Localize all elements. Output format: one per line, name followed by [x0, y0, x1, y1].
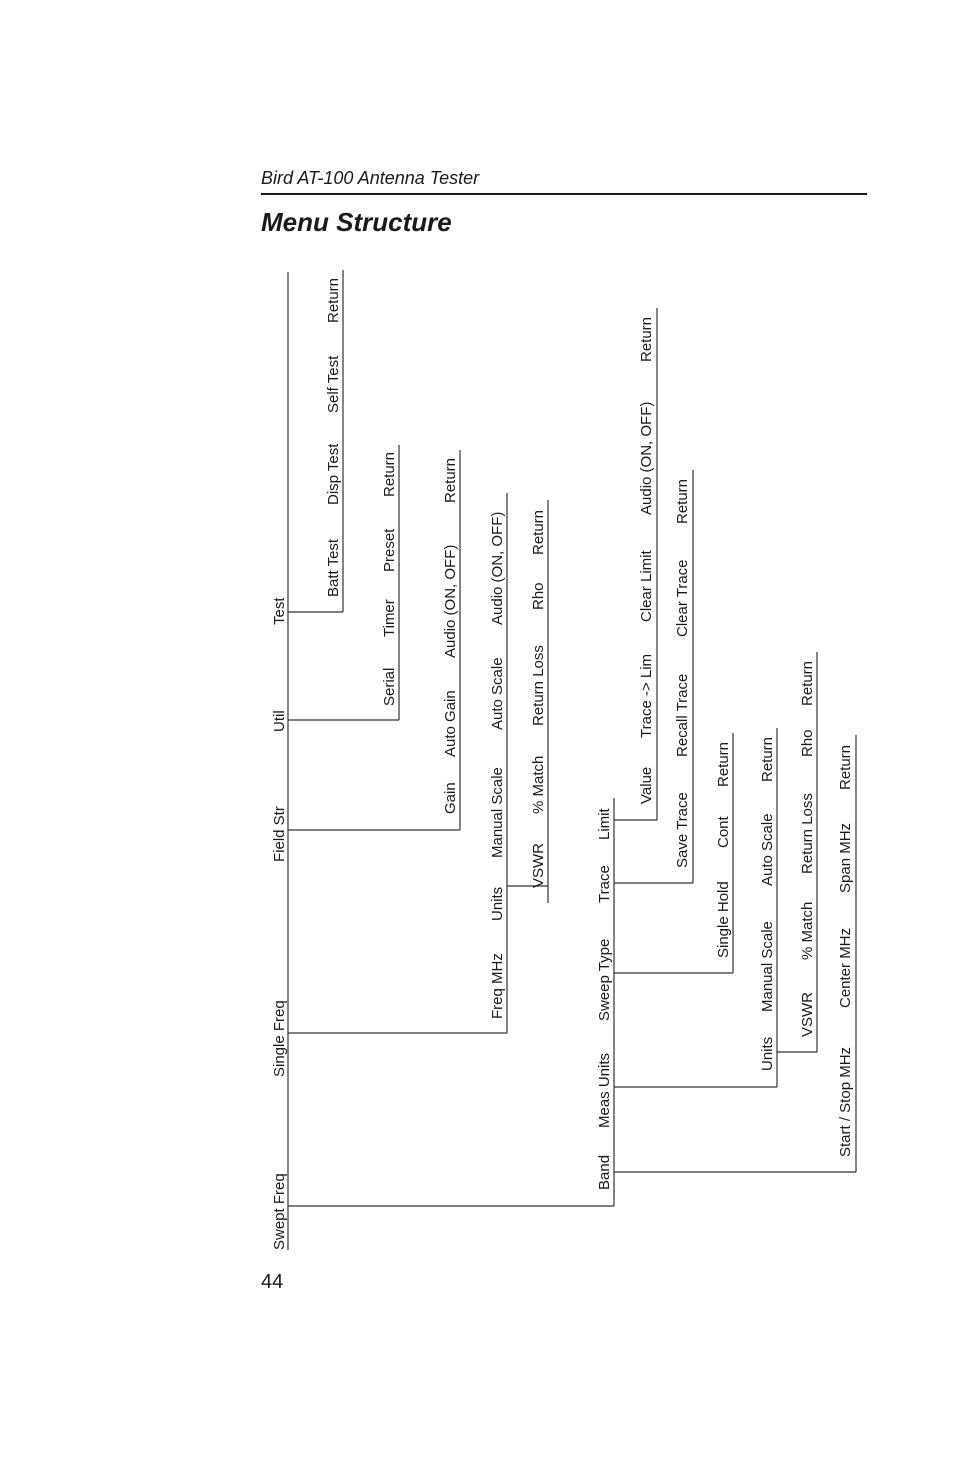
- menu-item-sweep-type: Sweep Type: [596, 938, 613, 1021]
- menu-item-center-mhz: Center MHz: [837, 927, 854, 1008]
- menu-item-return: Return: [837, 744, 854, 790]
- menu-item-return: Return: [530, 509, 547, 555]
- menu-item-save-trace: Save Trace: [674, 792, 691, 868]
- page-title: Menu Structure: [261, 207, 452, 237]
- single-freq-submenu: [489, 512, 506, 1019]
- menu-item-swept-freq: Swept Freq: [271, 1173, 288, 1250]
- menu-item-return: Return: [759, 736, 776, 782]
- limit-submenu: [638, 317, 655, 804]
- menu-item-trace-to-lim: Trace -> Lim: [638, 653, 655, 738]
- menu-item-manual-scale: Manual Scale: [759, 921, 776, 1012]
- menu-item-audio-on-off: Audio (ON, OFF): [638, 401, 655, 515]
- menu-item-rho: Rho: [799, 729, 816, 757]
- menu-item-return: Return: [638, 316, 655, 362]
- menu-item-return-loss: Return Loss: [799, 793, 816, 874]
- menu-item-recall-trace: Recall Trace: [674, 673, 691, 757]
- menu-item-percent-match: % Match: [530, 755, 547, 814]
- test-submenu: [325, 278, 342, 597]
- menu-item-rho: Rho: [530, 582, 547, 610]
- menu-item-test: Test: [271, 597, 288, 625]
- swept-freq-submenu: [596, 807, 613, 1190]
- menu-item-vswr: VSWR: [530, 843, 547, 888]
- menu-item-auto-gain: Auto Gain: [442, 690, 459, 757]
- running-header: Bird AT-100 Antenna Tester: [261, 168, 480, 188]
- menu-item-serial: Serial: [381, 667, 398, 706]
- menu-item-vswr: VSWR: [799, 992, 816, 1037]
- menu-item-single-freq: Single Freq: [271, 1000, 288, 1077]
- menu-item-value: Value: [638, 766, 655, 804]
- menu-item-single-hold: Single Hold: [715, 881, 732, 958]
- menu-item-units: Units: [489, 886, 506, 921]
- main-menu: [271, 597, 288, 1250]
- menu-item-limit: Limit: [596, 808, 613, 840]
- menu-item-util: Util: [271, 710, 288, 732]
- swept-units-submenu: [799, 661, 816, 1037]
- menu-item-auto-scale: Auto Scale: [489, 657, 506, 730]
- band-submenu: [837, 745, 854, 1157]
- meas-units-submenu: [759, 737, 776, 1071]
- menu-item-gain: Gain: [442, 782, 459, 814]
- menu-item-timer: Timer: [381, 599, 398, 637]
- menu-item-return-loss: Return Loss: [530, 645, 547, 726]
- menu-item-return: Return: [799, 660, 816, 706]
- menu-item-clear-trace: Clear Trace: [674, 559, 691, 637]
- menu-item-meas-units: Meas Units: [596, 1052, 613, 1128]
- menu-item-return: Return: [381, 451, 398, 497]
- menu-item-cont: Cont: [715, 816, 732, 848]
- trace-submenu: [674, 479, 691, 868]
- menu-item-disp-test: Disp Test: [325, 443, 342, 505]
- sweep-type-submenu: [715, 742, 732, 958]
- menu-item-return: Return: [325, 277, 342, 323]
- menu-item-auto-scale: Auto Scale: [759, 813, 776, 886]
- menu-item-preset: Preset: [381, 528, 398, 572]
- menu-item-units: Units: [759, 1036, 776, 1071]
- menu-item-return: Return: [715, 741, 732, 787]
- menu-item-freq-mhz: Freq MHz: [489, 953, 506, 1019]
- menu-item-clear-limit: Clear Limit: [638, 550, 655, 622]
- field-str-submenu: [442, 458, 459, 814]
- menu-item-start-stop-mhz: Start / Stop MHz: [837, 1046, 854, 1157]
- menu-item-percent-match: % Match: [799, 901, 816, 960]
- menu-item-trace: Trace: [596, 865, 613, 903]
- page-number: 44: [261, 1271, 284, 1293]
- menu-item-return: Return: [442, 457, 459, 503]
- menu-item-manual-scale: Manual Scale: [489, 767, 506, 858]
- menu-item-self-test: Self Test: [325, 355, 342, 413]
- menu-item-batt-test: Batt Test: [325, 538, 342, 597]
- menu-item-audio-on-off: Audio (ON, OFF): [442, 544, 459, 658]
- menu-item-span-mhz: Span MHz: [837, 822, 854, 893]
- menu-item-audio-on-off: Audio (ON, OFF): [489, 511, 506, 625]
- menu-item-field-str: Field Str: [271, 806, 288, 862]
- menu-item-band: Band: [596, 1154, 613, 1190]
- util-submenu: [381, 452, 398, 706]
- single-units-submenu: [530, 510, 547, 888]
- menu-item-return: Return: [674, 478, 691, 524]
